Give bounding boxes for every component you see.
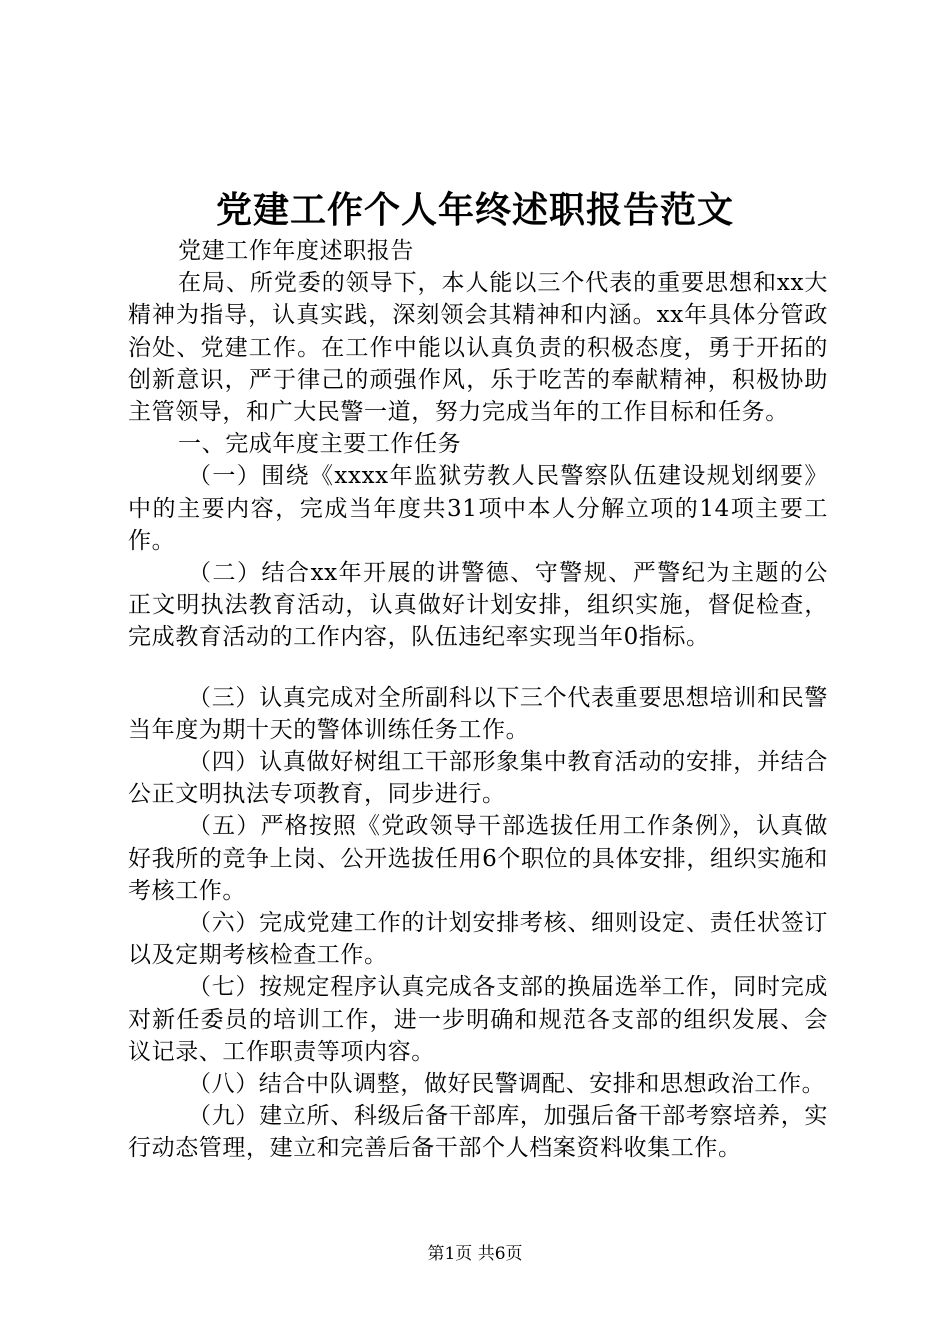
- task-item: （五）严格按照《党政领导干部选拔任用工作条例》，认真做好我所的竞争上岗、公开选拔任用6个职位的具体安排，组织实施和考核工作。: [128, 813, 828, 904]
- document-body: [128, 235, 828, 1165]
- task-item: （一）围绕《xxxx年监狱劳教人民警察队伍建设规划纲要》中的主要内容，完成当年度共31项中本人分解立项的14项主要工作。: [128, 463, 828, 554]
- intro-paragraph: 在局、所党委的领导下，本人能以三个代表的重要思想和xx大精神为指导，认真实践，深刻领会其精神和内涵。xx年具体分管政治处、党建工作。在工作中能以认真负责的积极态度，勇于开拓的创新意识，严于律己的顽强作风，乐于吃苦的奉献精神，积极协助主管领导，和广大民警一道，努力完成当年的工作目标和任务。: [128, 270, 828, 426]
- task-item: （九）建立所、科级后备干部库，加强后备干部考察培养，实行动态管理，建立和完善后备干部个人档案资料收集工作。: [128, 1103, 828, 1162]
- section-heading: 一、完成年度主要工作任务: [178, 431, 462, 458]
- report-subtitle: 党建工作年度述职报告: [178, 238, 414, 264]
- task-item: （二）结合xx年开展的讲警德、守警规、严警纪为主题的公正文明执法教育活动，认真做好计划安排，组织实施，督促检查，完成教育活动的工作内容，队伍违纪率实现当年0指标。: [128, 560, 828, 651]
- document-title: 党建工作个人年终述职报告范文: [215, 189, 734, 231]
- task-item: （三）认真完成对全所副科以下三个代表重要思想培训和民警当年度为期十天的警体训练任务工作。: [128, 684, 828, 743]
- page-footer: 第1页 共6页: [427, 1244, 523, 1264]
- task-item: （六）完成党建工作的计划安排考核、细则设定、责任状签订以及定期考核检查工作。: [128, 910, 828, 969]
- task-item: （八）结合中队调整，做好民警调配、安排和思想政治工作。: [188, 1071, 826, 1098]
- paragraph-gap: [128, 654, 828, 682]
- task-item: （四）认真做好树组工干部形象集中教育活动的安排，并结合公正文明执法专项教育，同步进行。: [128, 749, 828, 808]
- task-item: （七）按规定程序认真完成各支部的换届选举工作，同时完成对新任委员的培训工作，进一步明确和规范各支部的组织发展、会议记录、工作职责等项内容。: [128, 974, 828, 1065]
